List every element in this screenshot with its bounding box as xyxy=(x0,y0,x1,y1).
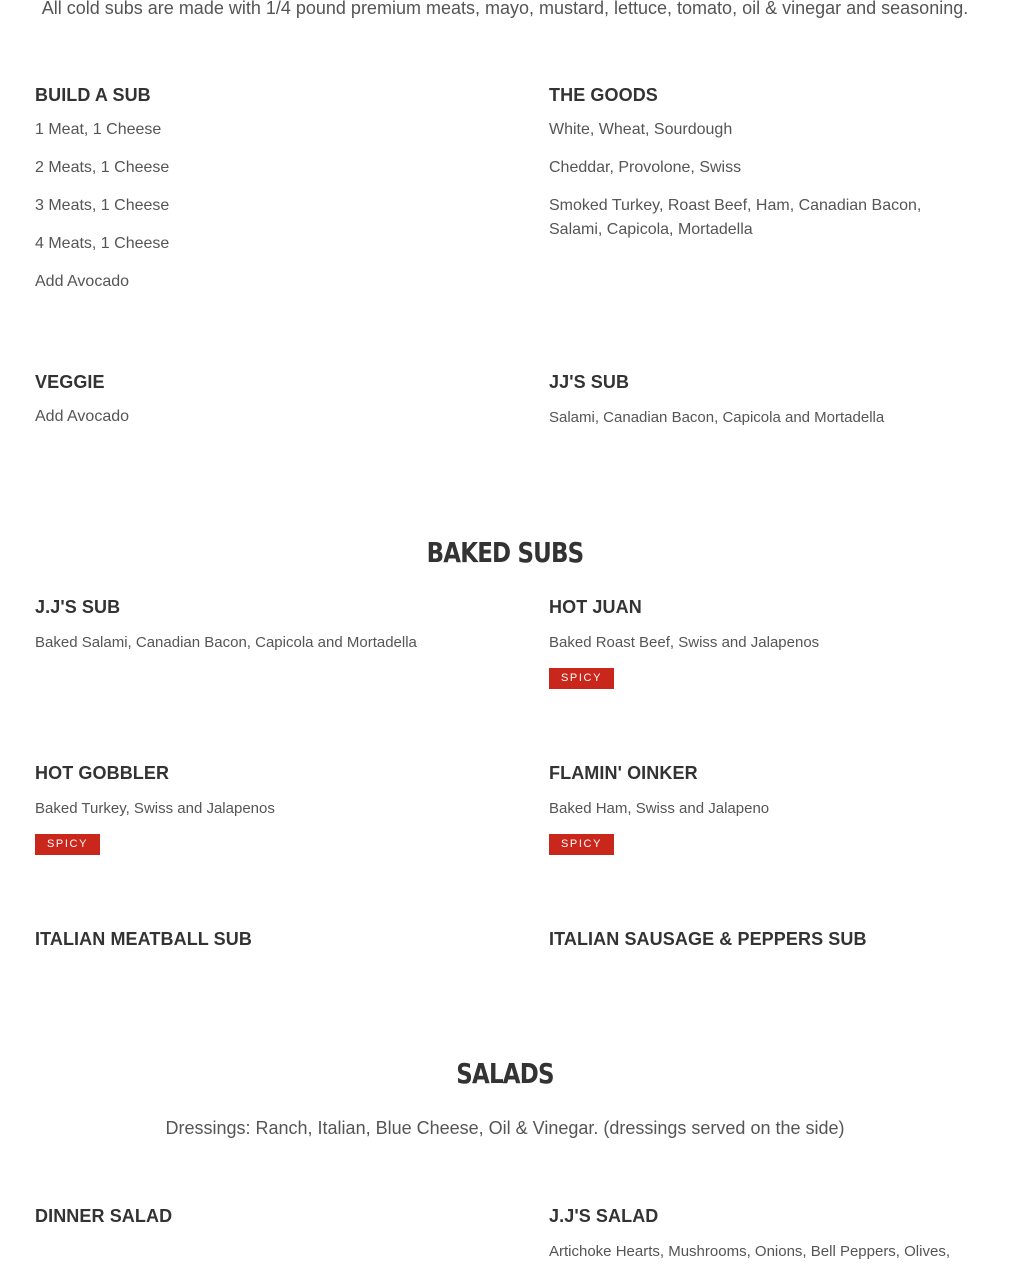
menu-item-jjs-salad xyxy=(549,1205,989,1263)
menu-item-jjs-sub-baked xyxy=(35,596,475,654)
item-title: J.J'S SUB xyxy=(35,597,121,617)
spicy-badge: SPICY xyxy=(549,668,614,689)
option-line: Add Avocado xyxy=(35,273,130,290)
option-line: Add Avocado xyxy=(35,408,130,425)
item-title: ITALIAN MEATBALL SUB xyxy=(35,929,252,949)
item-title: ITALIAN SAUSAGE & PEPPERS SUB xyxy=(549,929,867,949)
option-line: Cheddar, Provolone, Swiss xyxy=(549,159,742,176)
item-title: HOT JUAN xyxy=(549,597,642,617)
option-line: 3 Meats, 1 Cheese xyxy=(35,197,170,214)
spicy-badge: SPICY xyxy=(549,834,614,855)
menu-item-the-goods xyxy=(549,84,979,242)
section-heading-baked-subs: BAKED SUBS xyxy=(426,536,584,569)
option-line: 4 Meats, 1 Cheese xyxy=(35,235,170,252)
section-heading-salads: SALADS xyxy=(456,1057,554,1090)
menu-item-hot-juan xyxy=(549,596,989,689)
menu-item-flamin-oinker xyxy=(549,762,989,855)
item-title: VEGGIE xyxy=(35,372,105,392)
item-description: Salami, Canadian Bacon, Capicola and Mortadella xyxy=(549,409,885,426)
menu-item-italian-meatball-sub xyxy=(35,928,475,950)
item-description: Artichoke Hearts, Mushrooms, Onions, Bell Peppers, Olives, xyxy=(549,1243,950,1260)
item-title: BUILD A SUB xyxy=(35,85,151,105)
menu-item-dinner-salad xyxy=(35,1205,475,1227)
item-title: HOT GOBBLER xyxy=(35,763,170,783)
option-line: 1 Meat, 1 Cheese xyxy=(35,121,162,138)
menu-item-italian-sausage-peppers-sub xyxy=(549,928,989,950)
item-description: Baked Salami, Canadian Bacon, Capicola and Mortadella xyxy=(35,634,417,651)
cold-subs-intro: All cold subs are made with 1/4 pound premium meats, mayo, mustard, lettuce, tomato, oil & vinegar and seasoning. xyxy=(41,0,969,18)
menu-item-jjs-sub-cold xyxy=(549,371,989,429)
item-description: Baked Ham, Swiss and Jalapeno xyxy=(549,800,770,817)
menu-item-build-a-sub xyxy=(35,84,475,294)
dressings-note: Dressings: Ranch, Italian, Blue Cheese, Oil & Vinegar. (dressings served on the side) xyxy=(165,1118,845,1138)
option-line: Smoked Turkey, Roast Beef, Ham, Canadian Bacon, Salami, Capicola, Mortadella xyxy=(549,197,922,238)
item-title: THE GOODS xyxy=(549,85,658,105)
menu-item-hot-gobbler xyxy=(35,762,475,855)
item-title: DINNER SALAD xyxy=(35,1206,173,1226)
spicy-badge: SPICY xyxy=(35,834,100,855)
item-title: J.J'S SALAD xyxy=(549,1206,659,1226)
option-line: 2 Meats, 1 Cheese xyxy=(35,159,170,176)
item-description: Baked Roast Beef, Swiss and Jalapenos xyxy=(549,634,820,651)
item-description: Baked Turkey, Swiss and Jalapenos xyxy=(35,800,275,817)
option-line: White, Wheat, Sourdough xyxy=(549,121,733,138)
menu-item-veggie xyxy=(35,371,475,429)
item-title: JJ'S SUB xyxy=(549,372,630,392)
item-title: FLAMIN' OINKER xyxy=(549,763,698,783)
